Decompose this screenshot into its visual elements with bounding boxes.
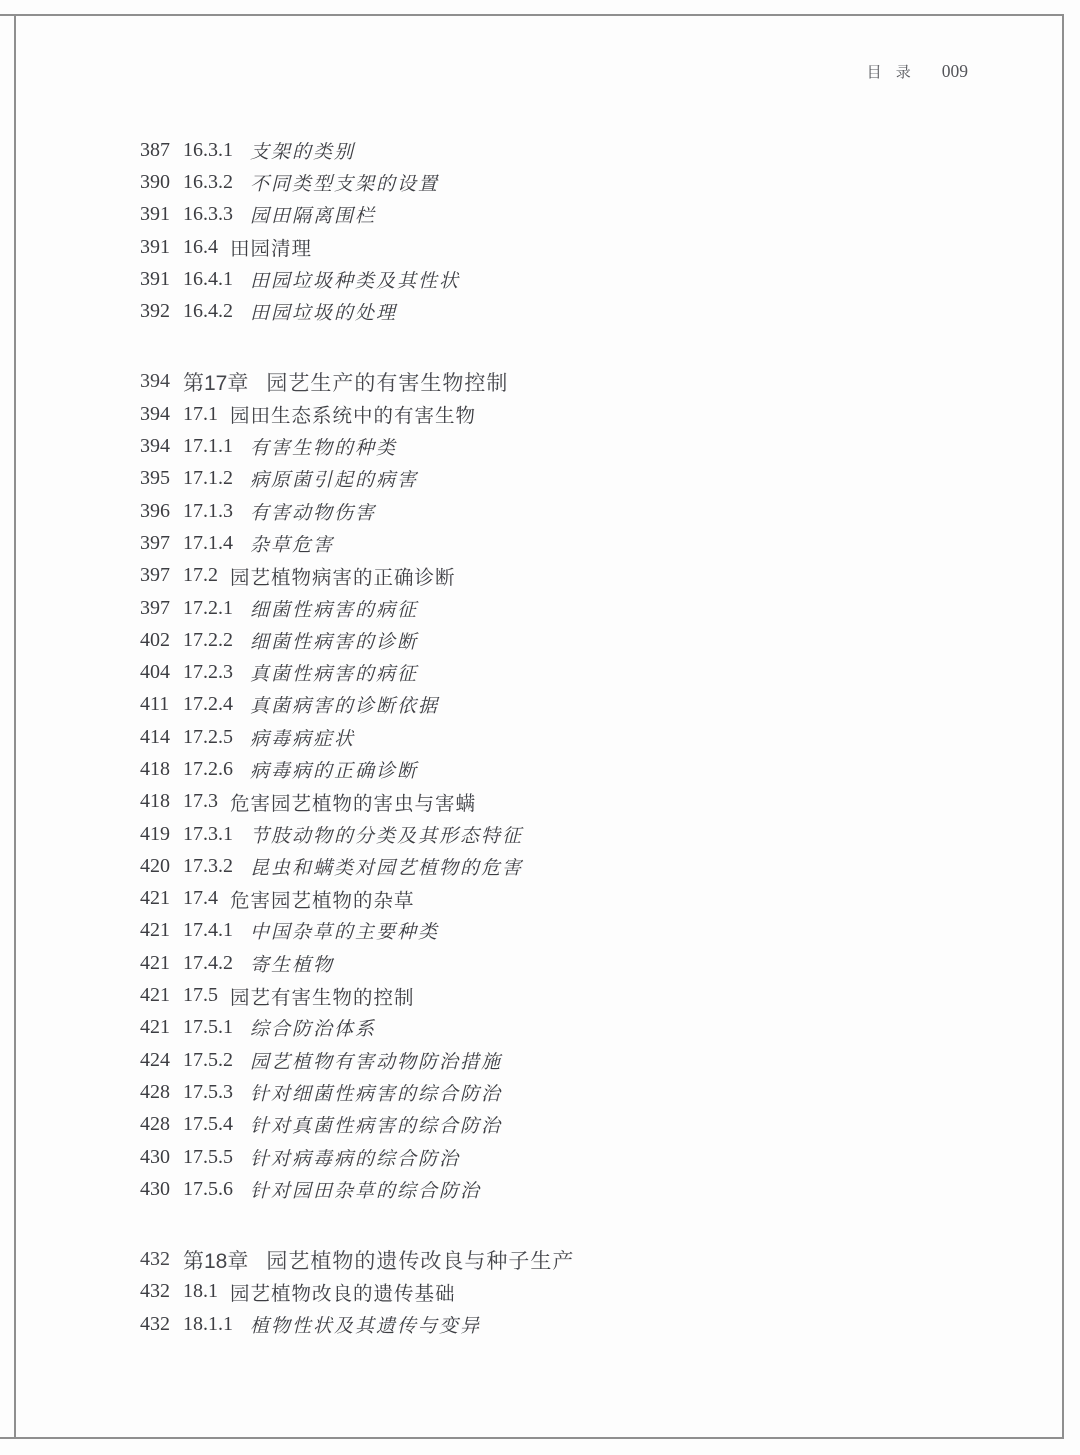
entry-page-number: 418 (140, 757, 170, 780)
entry-page-number: 391 (140, 267, 170, 290)
toc-entry (140, 463, 980, 495)
toc-entry (140, 786, 980, 818)
header-page-number: 009 (941, 61, 968, 81)
page-border-bottom-extension (0, 1437, 14, 1439)
toc-entry (140, 753, 980, 785)
entry-section-number: 17.5.5 (183, 1145, 233, 1168)
entry-page-number: 421 (140, 919, 170, 942)
entry-section-number: 17.3.1 (183, 822, 233, 845)
entry-section-number: 17.2 (183, 564, 218, 587)
entry-section-number: 17.1 (183, 402, 218, 425)
entry-title: 园艺植物的遗传改良与种子生产 (266, 1249, 575, 1273)
entry-section-number: 17.3.2 (183, 854, 233, 877)
entry-title: 针对细菌性病害的综合防治 (250, 1083, 503, 1105)
toc-entry (140, 1109, 980, 1141)
toc-entry (140, 295, 980, 327)
entry-section-number: 17.2.1 (183, 596, 233, 619)
entry-title: 园田生态系统中的有害生物 (230, 406, 477, 428)
entry-page-number: 421 (140, 887, 170, 910)
entry-title: 综合防治体系 (250, 1019, 377, 1041)
entry-page-number: 391 (140, 235, 170, 258)
entry-page-number: 391 (140, 203, 170, 226)
entry-page-number: 424 (140, 1048, 170, 1071)
entry-page-number: 421 (140, 984, 170, 1007)
entry-title: 真菌性病害的病征 (250, 664, 419, 686)
entry-section-number: 17.1.4 (183, 531, 233, 554)
entry-section-number: 16.4 (183, 235, 218, 258)
entry-page-number: 421 (140, 1016, 170, 1039)
entry-section-number: 17.4 (183, 887, 218, 910)
entry-title: 园田隔离围栏 (250, 206, 377, 228)
entry-title: 细菌性病害的病征 (250, 599, 419, 621)
entry-title: 病原菌引起的病害 (250, 470, 419, 492)
toc-entry (140, 1012, 980, 1044)
toc-entry (140, 495, 980, 527)
toc-entry (140, 915, 980, 947)
entry-section-number: 第17章 (183, 371, 249, 395)
entry-title: 植物性状及其遗传与变异 (250, 1315, 482, 1337)
entry-section-number: 16.4.2 (183, 300, 233, 323)
entry-section-number: 17.2.3 (183, 661, 233, 684)
entry-section-number: 17.1.2 (183, 467, 233, 490)
toc-entry (140, 689, 980, 721)
toc-entry (140, 1244, 980, 1276)
entry-section-number: 18.1 (183, 1280, 218, 1303)
entry-page-number: 430 (140, 1145, 170, 1168)
entry-section-number: 17.2.5 (183, 725, 233, 748)
toc-entry (140, 1173, 980, 1205)
toc-entry (140, 1076, 980, 1108)
entry-section-number: 17.5.4 (183, 1113, 233, 1136)
entry-title: 针对园田杂草的综合防治 (250, 1180, 482, 1202)
toc-entry (140, 1044, 980, 1076)
entry-section-number: 16.3.1 (183, 138, 233, 161)
entry-section-number: 17.5.2 (183, 1048, 233, 1071)
entry-page-number: 394 (140, 435, 170, 458)
toc-entry (140, 656, 980, 688)
entry-page-number: 432 (140, 1280, 170, 1303)
running-header (867, 61, 968, 82)
toc-list (140, 134, 980, 1340)
toc-entry (140, 883, 980, 915)
entry-title: 园艺生产的有害生物控制 (266, 371, 509, 395)
entry-title: 园艺植物改良的遗传基础 (230, 1283, 456, 1305)
entry-title: 园艺有害生物的控制 (230, 987, 415, 1009)
entry-page-number: 419 (140, 822, 170, 845)
entry-section-number: 16.3.2 (183, 170, 233, 193)
toc-entry (140, 430, 980, 462)
entry-title: 园艺植物有害动物防治措施 (250, 1051, 503, 1073)
page-border-top-extension (0, 14, 14, 16)
toc-entry (140, 979, 980, 1011)
entry-page-number: 428 (140, 1080, 170, 1103)
entry-title: 田园垃圾的处理 (250, 303, 398, 325)
toc-entry (140, 721, 980, 753)
entry-page-number: 414 (140, 725, 170, 748)
toc-entry (140, 527, 980, 559)
entry-page-number: 421 (140, 951, 170, 974)
entry-page-number: 397 (140, 531, 170, 554)
entry-section-number: 16.4.1 (183, 267, 233, 290)
entry-page-number: 430 (140, 1177, 170, 1200)
entry-title: 病毒病症状 (250, 728, 356, 750)
toc-entry (140, 560, 980, 592)
toc-entry (140, 199, 980, 231)
toc-entry (140, 1141, 980, 1173)
entry-page-number: 420 (140, 854, 170, 877)
toc-entry (140, 818, 980, 850)
entry-title: 不同类型支架的设置 (250, 173, 440, 195)
entry-title: 支架的类别 (250, 141, 356, 163)
entry-page-number: 397 (140, 564, 170, 587)
entry-section-number: 17.5 (183, 984, 218, 1007)
toc-entry (140, 166, 980, 198)
entry-title: 细菌性病害的诊断 (250, 631, 419, 653)
entry-title: 有害动物伤害 (250, 502, 377, 524)
entry-section-number: 17.4.1 (183, 919, 233, 942)
entry-page-number: 394 (140, 370, 170, 393)
header-title: 目 录 (866, 64, 916, 81)
entry-page-number: 390 (140, 170, 170, 193)
toc-entry (140, 1276, 980, 1308)
entry-section-number: 17.5.1 (183, 1016, 233, 1039)
entry-title: 园艺植物病害的正确诊断 (230, 567, 456, 589)
entry-page-number: 396 (140, 499, 170, 522)
toc-entry (140, 134, 980, 166)
entry-section-number: 第18章 (183, 1249, 249, 1273)
entry-page-number: 402 (140, 628, 170, 651)
entry-section-number: 17.4.2 (183, 951, 233, 974)
entry-section-number: 17.5.3 (183, 1080, 233, 1103)
toc-entry (140, 592, 980, 624)
toc-entry (140, 1308, 980, 1340)
entry-section-number: 17.2.4 (183, 693, 233, 716)
toc-entry (140, 366, 980, 398)
toc-entry (140, 398, 980, 430)
toc-entry (140, 947, 980, 979)
toc-entry (140, 263, 980, 295)
entry-section-number: 16.3.3 (183, 203, 233, 226)
entry-title: 田园垃圾种类及其性状 (250, 270, 461, 292)
entry-title: 真菌病害的诊断依据 (250, 696, 440, 718)
entry-section-number: 17.2.6 (183, 757, 233, 780)
entry-page-number: 387 (140, 138, 170, 161)
entry-page-number: 418 (140, 790, 170, 813)
toc-entry (140, 624, 980, 656)
entry-page-number: 432 (140, 1248, 170, 1271)
entry-title: 针对真菌性病害的综合防治 (250, 1116, 503, 1138)
entry-section-number: 17.5.6 (183, 1177, 233, 1200)
entry-title: 中国杂草的主要种类 (250, 922, 440, 944)
entry-title: 危害园艺植物的杂草 (230, 890, 415, 912)
entry-page-number: 394 (140, 402, 170, 425)
entry-title: 寄生植物 (250, 954, 335, 976)
toc-entry (140, 231, 980, 263)
entry-page-number: 432 (140, 1312, 170, 1335)
entry-title: 杂草危害 (250, 534, 335, 556)
entry-section-number: 17.1.1 (183, 435, 233, 458)
entry-title: 病毒病的正确诊断 (250, 760, 419, 782)
entry-title: 节肢动物的分类及其形态特征 (250, 825, 524, 847)
entry-page-number: 411 (140, 693, 170, 716)
entry-page-number: 428 (140, 1113, 170, 1136)
entry-title: 有害生物的种类 (250, 438, 398, 460)
entry-title: 危害园艺植物的害虫与害螨 (230, 793, 477, 815)
entry-section-number: 17.1.3 (183, 499, 233, 522)
entry-section-number: 18.1.1 (183, 1312, 233, 1335)
entry-page-number: 397 (140, 596, 170, 619)
entry-page-number: 404 (140, 661, 170, 684)
entry-title: 田园清理 (230, 239, 313, 261)
entry-title: 昆虫和螨类对园艺植物的危害 (250, 857, 524, 879)
entry-section-number: 17.2.2 (183, 628, 233, 651)
toc-entry (140, 850, 980, 882)
entry-title: 针对病毒病的综合防治 (250, 1148, 461, 1170)
entry-section-number: 17.3 (183, 790, 218, 813)
entry-page-number: 392 (140, 300, 170, 323)
entry-page-number: 395 (140, 467, 170, 490)
